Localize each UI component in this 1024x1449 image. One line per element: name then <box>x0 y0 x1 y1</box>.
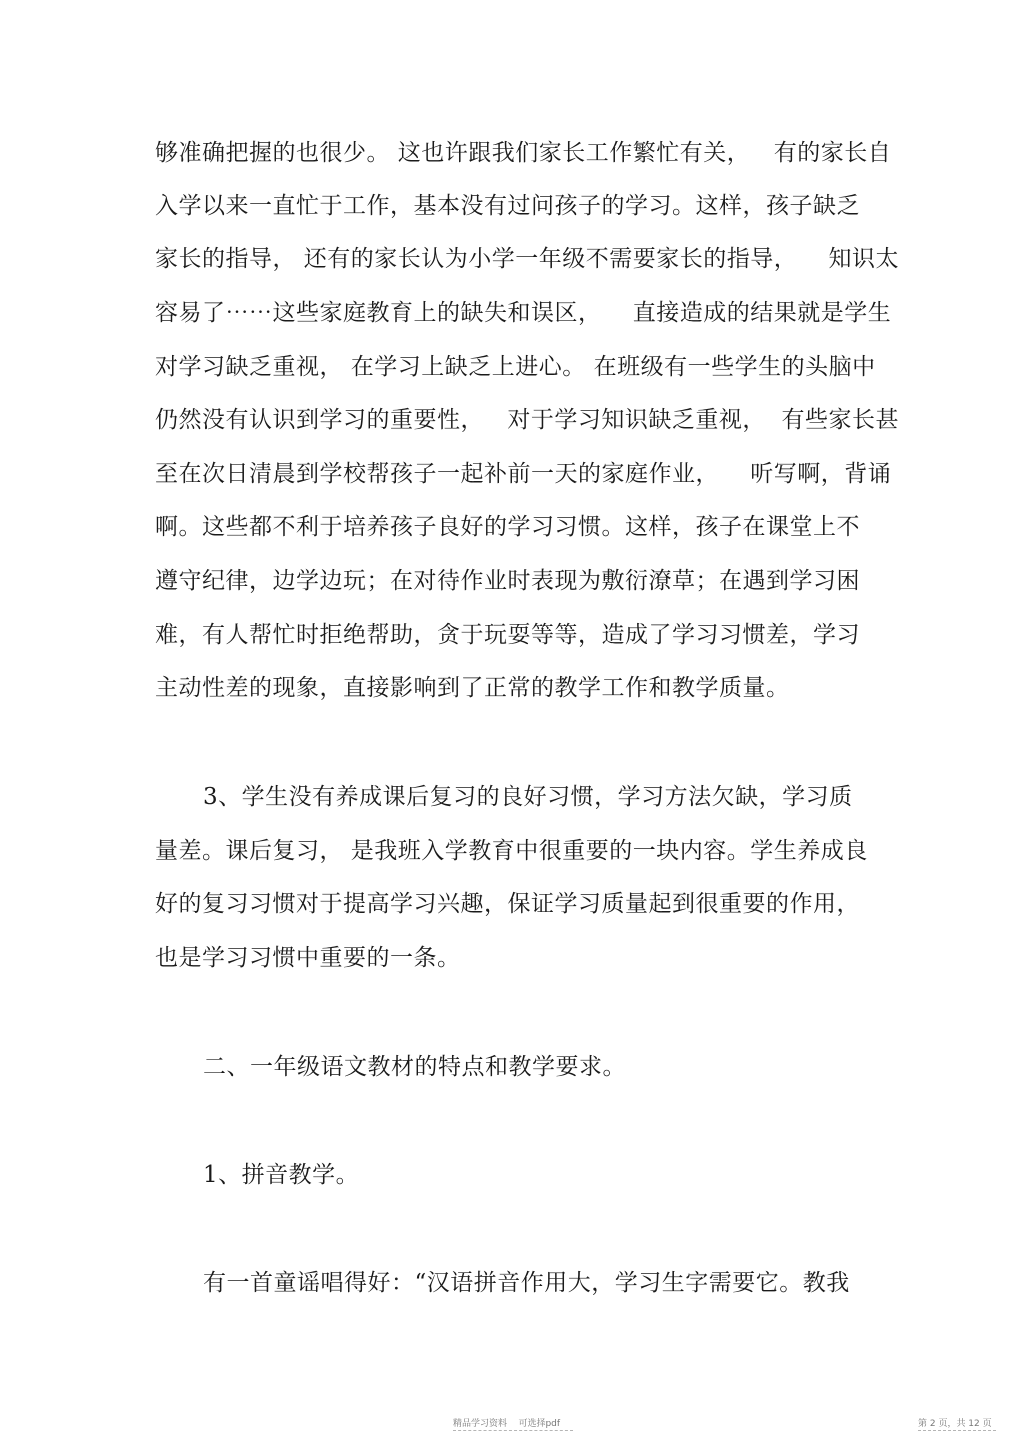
text-line: 入学以来一直忙于工作，基本没有过问孩子的学习。这样，孩子缺乏 <box>155 193 860 219</box>
footer-page-number: 第 2 页，共 12 页 <box>918 1419 992 1429</box>
text-line: 仍然没有认识到学习的重要性， 对于学习知识缺乏重视， 有些家长甚 <box>155 407 900 433</box>
text-line: 遵守纪律，边学边玩；在对待作业时表现为敷衍潦草；在遇到学习困 <box>155 568 860 594</box>
text-line: 容易了⋯⋯这些家庭教育上的缺失和误区， 直接造成的结果就是学生 <box>155 300 892 326</box>
text-line: 3、学生没有养成课后复习的良好习惯，学习方法欠缺，学习质 <box>203 784 853 810</box>
subsection-heading: 1、拼音教学。 <box>203 1162 360 1188</box>
text-line: 家长的指导， 还有的家长认为小学一年级不需要家长的指导， 知识太 <box>155 246 900 272</box>
text-line: 难，有人帮忙时拒绝帮助，贪于玩耍等等，造成了学习习惯差，学习 <box>155 622 860 648</box>
text-line: 也是学习习惯中重要的一条。 <box>155 945 461 971</box>
text-line: 量差。课后复习， 是我班入学教育中很重要的一块内容。学生养成良 <box>155 838 868 864</box>
footer-source-label: 精品学习资料 可选择pdf <box>453 1419 561 1429</box>
text-line: 主动性差的现象，直接影响到了正常的教学工作和教学质量。 <box>155 675 790 701</box>
footer-divider <box>453 1430 573 1431</box>
text-line: 够准确把握的也很少。 这也许跟我们家长工作繁忙有关， 有的家长自 <box>155 140 892 166</box>
text-line: 好的复习习惯对于提高学习兴趣，保证学习质量起到很重要的作用， <box>155 891 860 917</box>
section-heading: 二、一年级语文教材的特点和教学要求。 <box>203 1054 626 1080</box>
text-line: 啊。这些都不利于培养孩子良好的学习习惯。这样，孩子在课堂上不 <box>155 514 860 540</box>
footer-divider <box>918 1430 996 1431</box>
text-line: 对学习缺乏重视， 在学习上缺乏上进心。 在班级有一些学生的头脑中 <box>155 354 876 380</box>
text-line: 至在次日清晨到学校帮孩子一起补前一天的家庭作业， 听写啊，背诵 <box>155 461 892 487</box>
text-line: 有一首童谣唱得好：“汉语拼音作用大，学习生字需要它。教我 <box>203 1270 850 1296</box>
